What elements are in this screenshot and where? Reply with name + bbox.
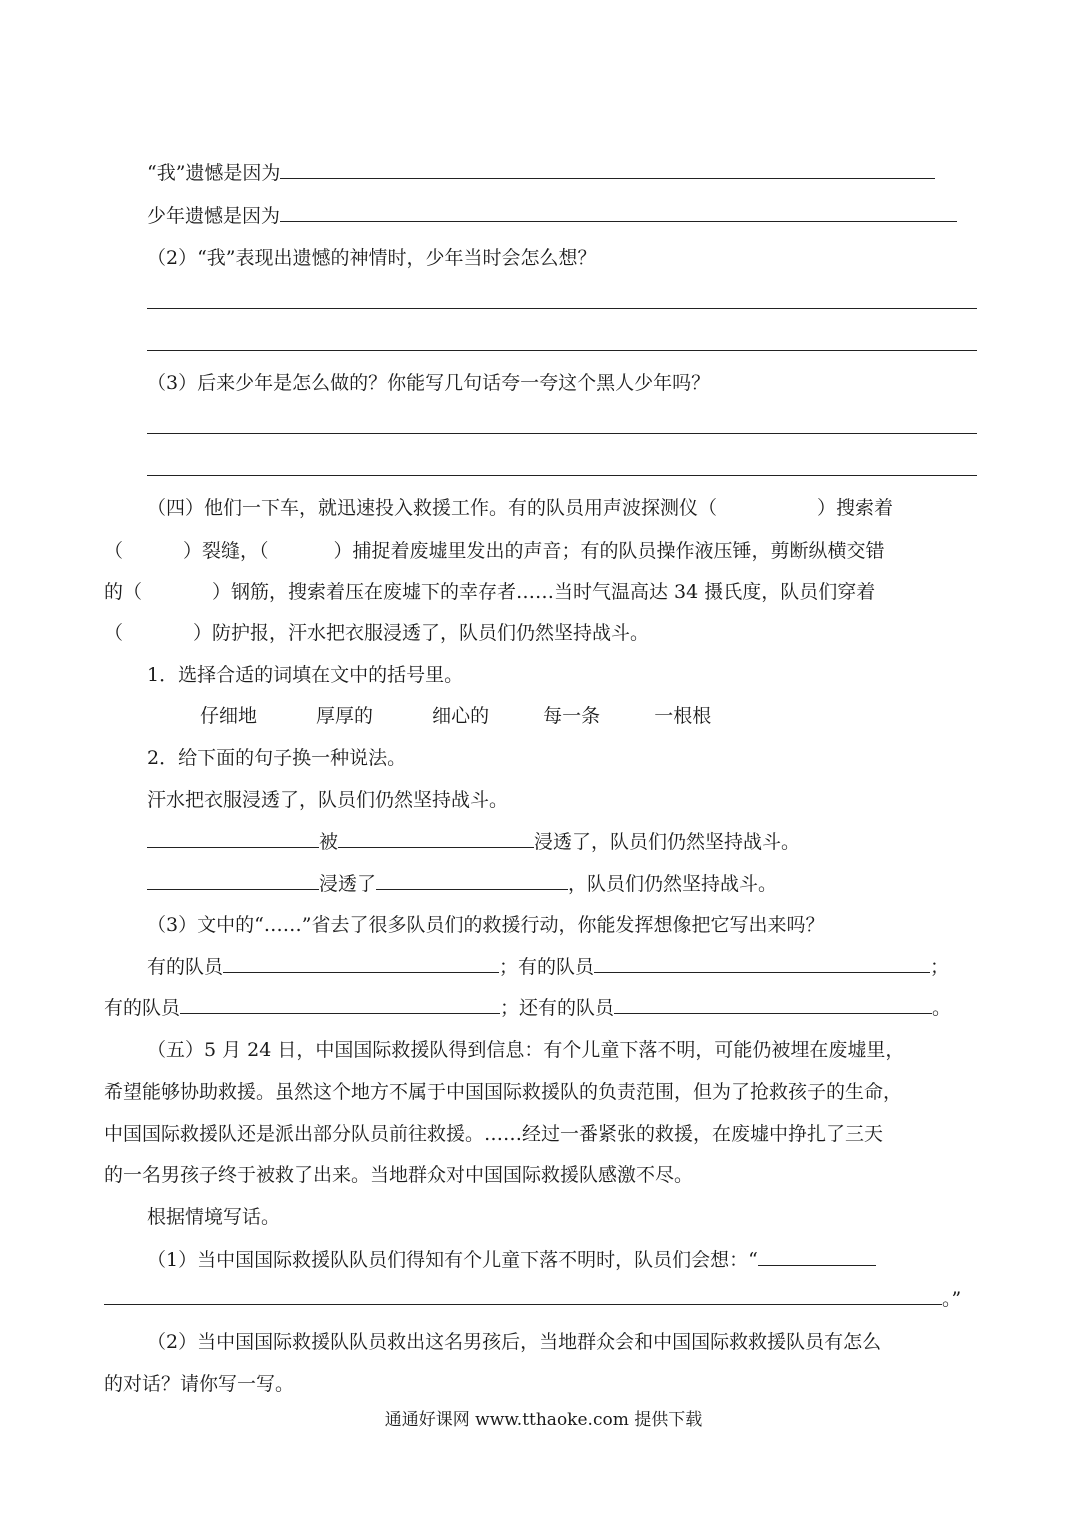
imagine-text: ；: [500, 997, 520, 1019]
rewrite-jintou-line: [147, 871, 777, 897]
answer-line[interactable]: [147, 350, 977, 351]
passage-4-line-1: [147, 495, 893, 521]
boy-regret-label: 少年遗憾是因为: [147, 205, 281, 227]
answer-blank[interactable]: [180, 995, 500, 1014]
passage-text: 的（: [104, 581, 143, 603]
answer-blank[interactable]: [614, 995, 932, 1014]
rewrite-text: 浸透了，队员们仍然坚持战斗。: [534, 831, 801, 853]
answer-line[interactable]: [147, 433, 977, 434]
answer-blank[interactable]: [104, 1286, 942, 1305]
question-text: 。”: [942, 1288, 962, 1310]
passage-4-line-4: [104, 620, 649, 646]
passage-text: ）捕捉着废墟里发出的声音；有的队员操作液压锤，剪断纵横交错: [333, 540, 885, 562]
word-option[interactable]: 仔细地: [200, 705, 258, 727]
rewrite-text: ，队员们仍然坚持战斗。: [568, 873, 778, 895]
passage-text: （四）他们一下车，就迅速投入救援工作。有的队员用声波探测仪（: [147, 497, 718, 519]
passage-5-line-1: （五）5 月 24 日，中国国际救援队得到信息：有个儿童下落不明，可能仍被埋在废墟里，: [147, 1039, 905, 1061]
boy-regret-line: [147, 203, 957, 229]
imagine-text: 。: [932, 997, 952, 1019]
wo-regret-line: [147, 160, 935, 186]
answer-blank[interactable]: [594, 954, 930, 973]
rewrite-text: 浸透了: [319, 873, 377, 895]
imagine-line-2: [104, 995, 951, 1021]
wo-regret-label: “我”遗憾是因为: [147, 162, 281, 184]
answer-blank[interactable]: [280, 203, 957, 222]
answer-line[interactable]: [147, 308, 977, 309]
passage-4-line-3: [104, 579, 875, 605]
passage-text: （: [104, 540, 124, 562]
word-option[interactable]: 每一条: [543, 705, 601, 727]
word-option[interactable]: 细心的: [432, 705, 490, 727]
answer-blank[interactable]: [280, 160, 935, 179]
passage-5-line-3: 中国国际救援队还是派出部分队员前往救援。……经过一番紧张的救援，在废墟中挣扎了三天: [104, 1123, 884, 1145]
rewrite-text: 被: [319, 831, 339, 853]
passage-text: ）钢筋，搜索着压在废墟下的幸存者……当时气温高达 34 摄氏度，队员们穿着: [212, 581, 876, 603]
question-4-1: 1．选择合适的词填在文中的括号里。: [147, 664, 464, 686]
passage-4-line-2: [104, 538, 885, 564]
passage-text: ）搜索着: [817, 497, 894, 519]
imagine-label: 有的队员: [147, 956, 224, 978]
imagine-text: ；: [930, 956, 950, 978]
imagine-text: ；: [499, 956, 519, 978]
passage-5-line-4: 的一名男孩子终于被救了出来。当地群众对中国国际救援队感激不尽。: [104, 1164, 694, 1186]
answer-blank[interactable]: [376, 871, 568, 890]
answer-blank[interactable]: [147, 871, 319, 890]
imagine-line-1: [147, 954, 949, 980]
passage-text: ）防护报，汗水把衣服浸透了，队员们仍然坚持战斗。: [193, 622, 650, 644]
answer-blank[interactable]: [338, 829, 534, 848]
word-option[interactable]: 一根根: [654, 705, 712, 727]
rewrite-bei-line: [147, 829, 800, 855]
question-5-2: （2）当中国国际救援队队员救出这名男孩后，当地群众会和中国国际救救援队员有怎么: [147, 1331, 882, 1353]
passage-text: ）裂缝，（: [183, 540, 269, 562]
imagine-label: 有的队员: [104, 997, 181, 1019]
answer-blank[interactable]: [147, 829, 319, 848]
footer-credit: 通通好课网 www.tthaoke.com 提供下载: [384, 1410, 703, 1430]
question-5-1: [147, 1247, 876, 1273]
question-5-2-cont: 的对话？请你写一写。: [104, 1373, 295, 1395]
question-3-2: （2）“我”表现出遗憾的神情时，少年当时会怎么想？: [147, 247, 597, 269]
question-4-3: （3）文中的“……”省去了很多队员们的救援行动，你能发挥想像把它写出来吗？: [147, 914, 825, 936]
answer-line[interactable]: [147, 475, 977, 476]
passage-text: （: [104, 622, 124, 644]
answer-blank[interactable]: [758, 1247, 876, 1266]
imagine-label: 还有的队员: [519, 997, 615, 1019]
answer-blank[interactable]: [223, 954, 499, 973]
question-5-1-cont: [104, 1286, 961, 1312]
question-text: （1）当中国国际救援队队员们得知有个儿童下落不明时，队员们会想：“: [147, 1249, 758, 1271]
question-4-2: 2．给下面的句子换一种说法。: [147, 747, 407, 769]
original-sentence: 汗水把衣服浸透了，队员们仍然坚持战斗。: [147, 789, 509, 811]
imagine-label: 有的队员: [518, 956, 595, 978]
word-option[interactable]: 厚厚的: [316, 705, 374, 727]
writing-task: 根据情境写话。: [147, 1206, 281, 1228]
question-3-3: （3）后来少年是怎么做的？你能写几句话夸一夸这个黑人少年吗？: [147, 372, 711, 394]
passage-5-line-2: 希望能够协助救援。虽然这个地方不属于中国国际救援队的负责范围，但为了抢救孩子的生命，: [104, 1081, 903, 1103]
word-options: [200, 703, 734, 729]
